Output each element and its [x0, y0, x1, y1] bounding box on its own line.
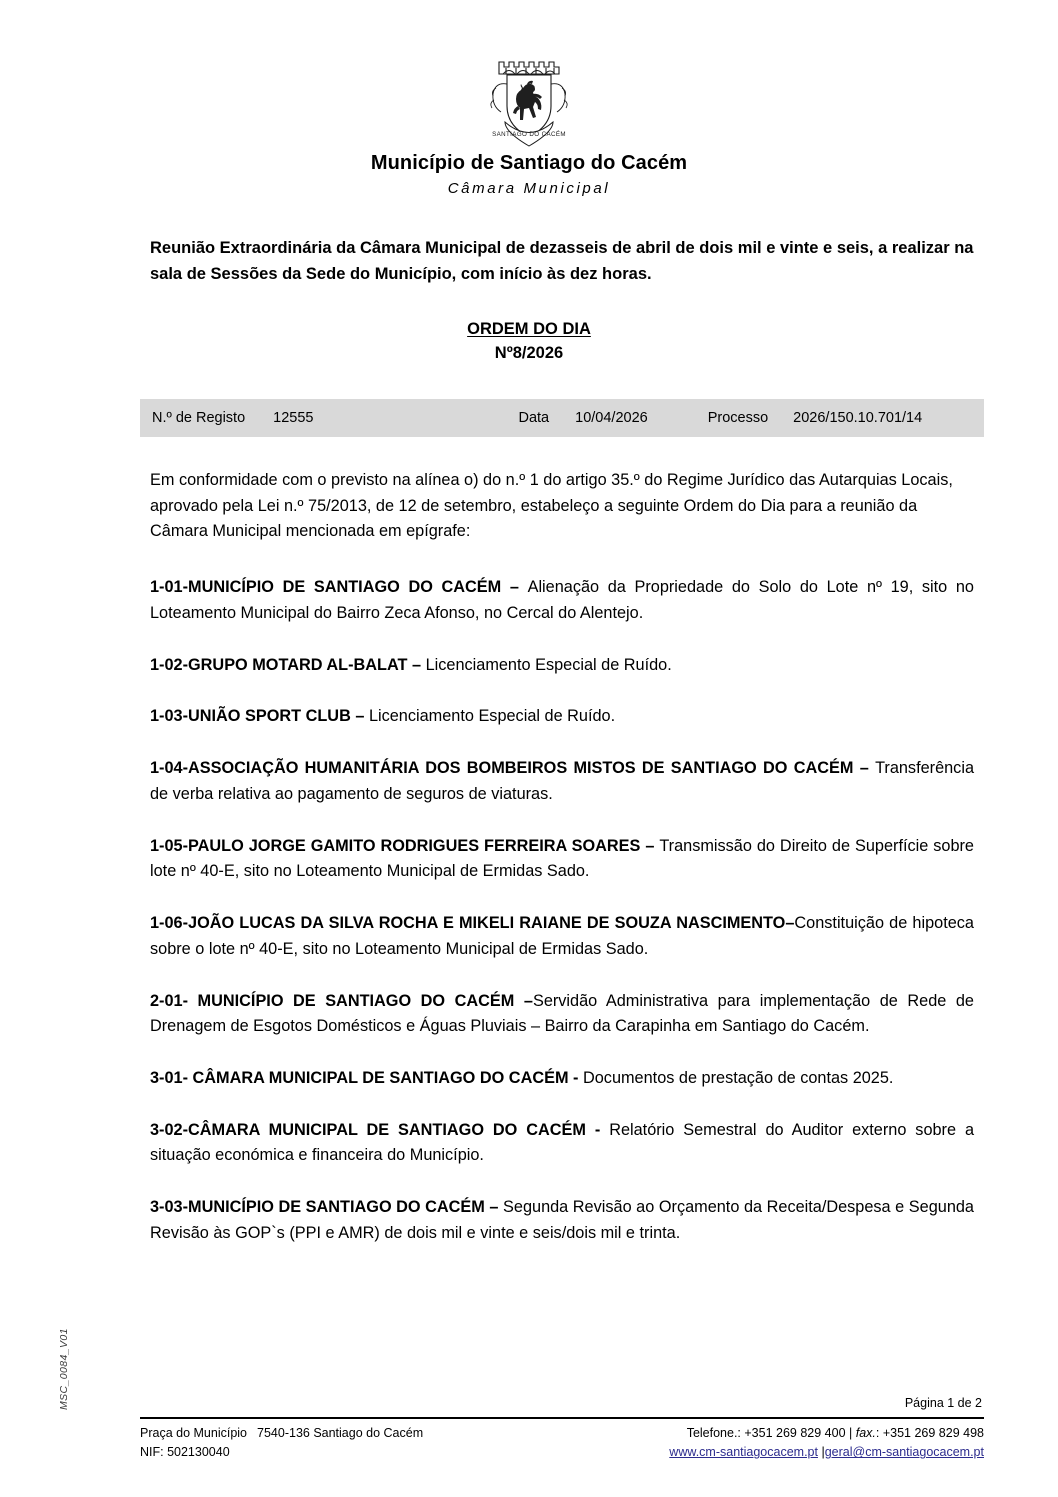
footer-address-line: [140, 1424, 423, 1443]
page-number: Página 1 de 2: [904, 1396, 982, 1410]
agenda-item: [150, 653, 974, 679]
footer-email-link[interactable]: geral@cm-santiagocacem.pt: [824, 1445, 984, 1460]
ordem-do-dia-label: ORDEM DO DIA: [467, 320, 591, 338]
registry-label-processo: Processo: [707, 410, 769, 426]
registry-value-data: 10/04/2026: [575, 410, 648, 426]
footer-website-link[interactable]: www.cm-santiagocacem.pt: [669, 1445, 818, 1460]
registry-label-registo: N.º de Registo: [152, 410, 246, 426]
agenda-item: [150, 1118, 974, 1169]
document-code-vertical: MSC_0084_V01: [58, 1328, 70, 1410]
footer-links-line: [669, 1443, 984, 1462]
agenda-item-title: 1-02-GRUPO MOTARD AL-BALAT –: [150, 655, 426, 674]
organization-title: Município de Santiago do Cacém: [370, 152, 688, 174]
agenda-item: [150, 756, 974, 807]
page-footer: [140, 1424, 984, 1463]
svg-text:SANTIAGO DO CACÉM: SANTIAGO DO CACÉM: [492, 131, 566, 138]
registry-value-processo: 2026/150.10.701/14: [793, 410, 923, 426]
agenda-item-title: 1-04-ASSOCIAÇÃO HUMANITÁRIA DOS BOMBEIROS MISTOS DE SANTIAGO DO CACÉM –: [150, 759, 876, 778]
footer-nif: NIF: 502130040: [140, 1445, 230, 1460]
registry-label-data: Data: [518, 410, 550, 426]
agenda-item: [150, 989, 974, 1040]
agenda-item-title: 1-01-MUNICÍPIO DE SANTIAGO DO CACÉM –: [150, 578, 528, 597]
footer-phone-line: [669, 1424, 984, 1443]
document-body: [150, 468, 974, 1273]
agenda-item-body: Segunda Revisão ao Orçamento da Receita/Despesa e Segunda Revisão às GOP`s (PPI e AMR) de dois mil e vinte e seis/dois mil e trinta.: [150, 1198, 974, 1242]
agenda-item-body: Documentos de prestação de contas 2025.: [582, 1069, 894, 1088]
footer-address: Praça do Município: [140, 1426, 248, 1440]
agenda-item-title: 1-03-UNIÃO SPORT CLUB –: [150, 707, 369, 726]
agenda-item: [150, 575, 974, 626]
footer-address-block: [140, 1424, 423, 1463]
agenda-item-title: 3-01- CÂMARA MUNICIPAL DE SANTIAGO DO CACÉM -: [150, 1069, 583, 1088]
agenda-item-body: Constituição de hipoteca sobre o lote nº 40-E, sito no Loteamento Municipal de Ermidas Sado.: [150, 914, 974, 958]
agenda-item: [150, 911, 974, 962]
ordem-do-dia-heading: [0, 318, 1058, 366]
agenda-item-title: 2-01- MUNICÍPIO DE SANTIAGO DO CACÉM –: [150, 991, 533, 1010]
agenda-item-title: 3-03-MUNICÍPIO DE SANTIAGO DO CACÉM –: [150, 1198, 504, 1217]
agenda-item: [150, 704, 974, 730]
agenda-item: [150, 1195, 974, 1246]
footer-fax: : +351 269 829 498: [875, 1426, 984, 1440]
footer-fax-label: fax.: [855, 1426, 876, 1440]
agenda-item-body: Licenciamento Especial de Ruído.: [425, 655, 672, 674]
registry-table: [140, 399, 984, 437]
meeting-statement: Reunião Extraordinária da Câmara Municipal de dezasseis de abril de dois mil e vinte e seis, a realizar na sala de Sessões da Sede do Município, com início às dez horas.: [150, 239, 974, 283]
agenda-item: [150, 1066, 974, 1092]
agenda-item-body: Transferência de verba relativa ao pagamento de seguros de viaturas.: [150, 759, 974, 803]
ordem-do-dia-number: Nº8/2026: [494, 343, 564, 362]
intro-paragraph: Em conformidade com o previsto na alínea o) do n.º 1 do artigo 35.º do Regime Jurídico das Autarquias Locais, aprovado pela Lei n.º 75/2013, de 12 de setembro, estabeleço a seguinte Ordem do Dia para a reunião da Câmara Municipal mencionada em epígrafe:: [150, 471, 953, 541]
crest-container: [0, 44, 1058, 157]
agenda-item-body: Transmissão do Direito de Superfície sobre lote nº 40-E, sito no Loteamento Municipal de Ermidas Sado.: [150, 836, 974, 881]
agenda-item-body: Relatório Semestral do Auditor externo sobre a situação económica e financeira do Município.: [150, 1120, 974, 1165]
footer-postal: 7540-136 Santiago do Cacém: [257, 1426, 424, 1440]
footer-contact-block: [669, 1424, 984, 1463]
footer-divider: [140, 1417, 984, 1419]
footer-phone: Telefone.: +351 269 829 400: [686, 1426, 846, 1440]
footer-link-separator: |: [821, 1445, 825, 1460]
agenda-item-body: Servidão Administrativa para implementação de Rede de Drenagem de Esgotos Domésticos e Águas Pluviais – Bairro da Carapinha em Santiago do Cacém.: [150, 991, 974, 1036]
coat-of-arms-icon: [483, 44, 575, 152]
agenda-item-title: 1-06-JOÃO LUCAS DA SILVA ROCHA E MIKELI RAIANE DE SOUZA NASCIMENTO–: [150, 914, 795, 933]
agenda-item-title: 1-05-PAULO JORGE GAMITO RODRIGUES FERREIRA SOARES –: [150, 836, 660, 855]
agenda-item: [150, 834, 974, 885]
agenda-item-body: Alienação da Propriedade do Solo do Lote nº 19, sito no Loteamento Municipal do Bairro Zeca Afonso, no Cercal do Alentejo.: [150, 578, 974, 622]
footer-phone-separator: |: [849, 1426, 853, 1440]
registry-value-registo: 12555: [273, 410, 314, 426]
agenda-item-body: Licenciamento Especial de Ruído.: [368, 707, 616, 726]
agenda-item-title: 3-02-CÂMARA MUNICIPAL DE SANTIAGO DO CACÉM -: [150, 1120, 610, 1139]
organization-subtitle: Câmara Municipal: [447, 180, 611, 197]
